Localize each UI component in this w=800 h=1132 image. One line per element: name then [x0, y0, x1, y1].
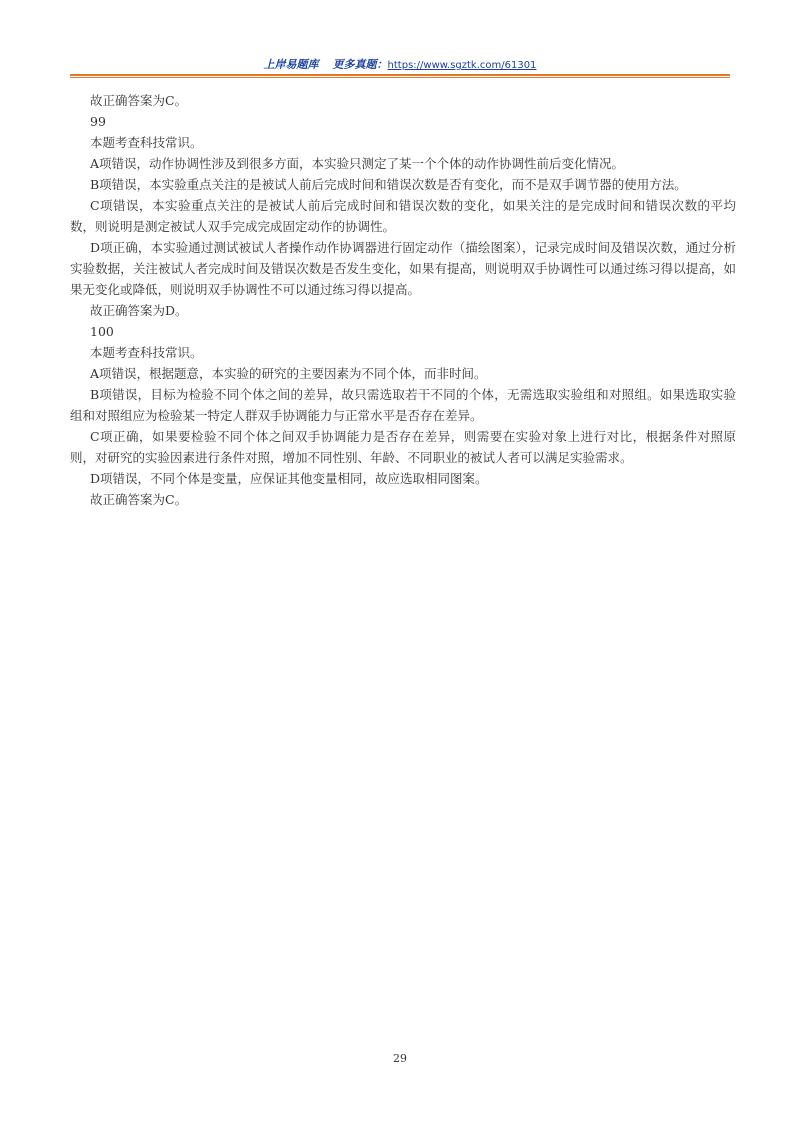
document-body	[70, 90, 736, 510]
paragraph: B项错误，目标为检验不同个体之间的差异，故只需选取若干不同的个体，无需选取实验组和对照组。如果选取实验组和对照组应为检验某一特定人群双手协调能力与正常水平是否存在差异。	[70, 387, 736, 423]
page-number: 29	[393, 1052, 407, 1065]
paragraph: B项错误，本实验重点关注的是被试人前后完成时间和错误次数是否有变化，而不是双手调节器的使用方法。	[90, 177, 687, 192]
header-rule-thin	[70, 77, 730, 78]
header-rule	[70, 74, 730, 76]
paragraph: A项错误，动作协调性涉及到很多方面，本实验只测定了某一个个体的动作协调性前后变化情况。	[90, 156, 625, 171]
header-url-link[interactable]: https://www.sgztk.com/61301	[387, 60, 537, 71]
header-more-label: 更多真题：	[332, 58, 388, 71]
paragraph: A项错误，根据题意，本实验的研究的主要因素为不同个体，而非时间。	[90, 366, 487, 381]
paragraph: 故正确答案为C。	[90, 492, 188, 507]
question-number: 100	[90, 324, 114, 339]
paragraph: 本题考查科技常识。	[90, 345, 203, 360]
page-header	[70, 58, 730, 73]
paragraph: C项正确，如果要检验不同个体之间双手协调能力是否存在差异，则需要在实验对象上进行对比，根据条件对照原则，对研究的实验因素进行条件对照，增加不同性别、年龄、不同职业的被试人者可以满足实验需求。	[70, 429, 736, 465]
paragraph: C项错误，本实验重点关注的是被试人前后完成时间和错误次数的变化，如果关注的是完成时间和错误次数的平均数，则说明是测定被试人双手完成完成固定动作的协调性。	[70, 198, 736, 234]
header-brand: 上岸易题库	[263, 58, 319, 71]
paragraph: D项错误，不同个体是变量，应保证其他变量相同，故应选取相同图案。	[90, 471, 488, 486]
question-number: 99	[90, 114, 106, 129]
paragraph: 故正确答案为C。	[90, 93, 188, 108]
paragraph: D项正确，本实验通过测试被试人者操作动作协调器进行固定动作（描绘图案），记录完成时间及错误次数，通过分析实验数据，关注被试人者完成时间及错误次数是否发生变化，如果有提高，则说明双手协调性可以通过练习得以提高，如果无变化或降低，则说明双手协调性不可以通过练习得以提高。	[70, 240, 736, 297]
paragraph: 本题考查科技常识。	[90, 135, 203, 150]
paragraph: 故正确答案为D。	[90, 303, 188, 318]
